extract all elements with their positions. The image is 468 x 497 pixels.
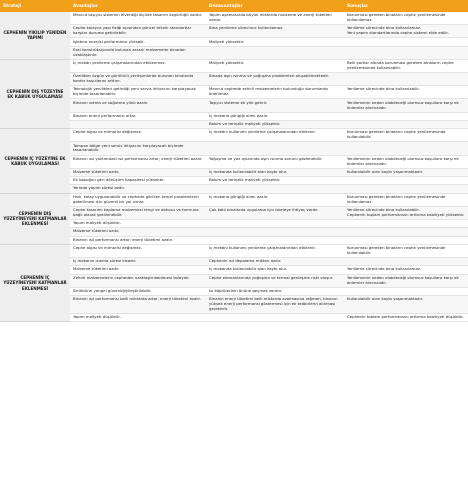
advantage-cell: Yerinde yapım süresi azdır.	[70, 185, 206, 193]
advantage-cell: Cephe tasarımı kaplama malzemesi rengi ve dokusu ve formuna bağlı olarak şekillenebilir.	[70, 206, 206, 219]
result-cell	[344, 236, 468, 244]
table-row	[0, 266, 468, 274]
result-cell	[344, 142, 468, 155]
table-row	[0, 46, 468, 59]
result-cell: Cephenin toplam performansını arttırma kabiliyeti düşüktür.	[344, 314, 468, 322]
table-row	[0, 236, 468, 244]
disadvantage-cell: İç mekana güngiği alımı azalır.	[206, 193, 344, 206]
disadvantage-cell: Bina yenileme sürecince kullanılamaz.	[206, 25, 344, 38]
advantage-cell: Binanın ısıl yalıtımdaki ısıl performansı artar; enerji tüketimi azalır.	[70, 155, 206, 168]
advantage-cell: Ek kabuğun geri dönüşüm kapasitesi yüksektir.	[70, 177, 206, 185]
disadvantage-cell: İç mekânı kullanımı yenileme çalışmalarından etkilenir.	[206, 244, 344, 257]
disadvantage-cell: Yapım aşamasında büyük miktarda malzeme ve enerji tüketimi vardır.	[206, 12, 344, 25]
advantage-cell: Cephe algısı ve mimarisi değişmez.	[70, 129, 206, 142]
advantage-cell: Hızlı, kolay uygulanabilir ve cephede görülen temel problemlerin giderilmesi için güvenli bir yol sunar.	[70, 193, 206, 206]
header-strategy: Strateji	[0, 0, 70, 12]
result-cell: Kullanılabilir alan kaybı yaşanmaktadır.	[344, 168, 468, 176]
result-cell: Yenilemenin neden olabileceği olumsuz koşullara karşı ek önlemler alınmalıdır.	[344, 274, 468, 287]
disadvantage-cell: Bakım ve temizlik maliyeti yüksektir.	[206, 120, 344, 128]
result-cell	[344, 257, 468, 265]
result-cell: Yenileme sürecinde bina kullanılamaz.	[344, 266, 468, 274]
advantage-cell: Binanın ısıl performansı belli miktarda artar, enerji tüketimi azalır.	[70, 296, 206, 314]
result-cell: Yenilemenin neden olabileceği olumsuz koşullara karşı ek önlemler alınmalıdır.	[344, 155, 468, 168]
advantage-cell: Binanın ısıl performansı artar; enerji tüketimi azalır.	[70, 236, 206, 244]
strategy-category-cell: CEPHENİN YIKILIP YENİDEN YAPIMI	[0, 12, 70, 59]
advantage-cell: Tampon bölge yeni servis ihtiyacını karşılayacak biçimde tasarlanabilir.	[70, 142, 206, 155]
disadvantage-cell: İç mekanda kullanılabilir alan kaybı olur.	[206, 168, 344, 176]
disadvantage-cell	[206, 228, 344, 236]
table-row	[0, 129, 468, 142]
table-row	[0, 86, 468, 99]
result-cell: Korunması gereken binaların cephe yenilemesinde kullanılamaz.	[344, 12, 468, 25]
advantage-cell: Zehirli malzemelerin cepheden uzaklaştırılabilmesi kolaydır.	[70, 274, 206, 287]
table-row	[0, 314, 468, 322]
header-advantages: Avantajlar	[70, 0, 206, 12]
table-row	[0, 274, 468, 287]
result-cell	[344, 38, 468, 46]
advantage-cell: Cephe kolayca yapı fiziği açısından güncel teknik standartlar karşılar duruma getirilebilir.	[70, 25, 206, 38]
disadvantage-cell	[206, 46, 344, 59]
table-row	[0, 168, 468, 176]
result-cell	[344, 287, 468, 295]
strategy-category-cell: CEPHENİN İÇ YÜZEYİNE EK KABUK UYGULAMASI	[0, 129, 70, 193]
result-cell: Yenileme sürecinde bina kullanılabilir. Cephenin toplam performansını arttırma kabiliyeti yüksektir.	[344, 206, 468, 219]
table-row	[0, 177, 468, 185]
advantage-cell: Malzeme tüketimi azdır.	[70, 266, 206, 274]
result-cell	[344, 120, 468, 128]
result-cell: Belli şartlar altında korunması gereken binaların cephe yenilemesinde kullanılabilir.	[344, 59, 468, 72]
table-row	[0, 244, 468, 257]
table-row	[0, 257, 468, 265]
table-row	[0, 155, 468, 168]
disadvantage-cell: İç mekanda kullanılabilir alan kaybı olur.	[206, 266, 344, 274]
disadvantage-cell: Çok katlı binalarda uygulama için iskeleye ihtiyaç vardır.	[206, 206, 344, 219]
table-row	[0, 38, 468, 46]
table-row	[0, 12, 468, 25]
table-body	[0, 12, 468, 322]
advantage-cell: Malzeme tüketimi azdır.	[70, 228, 206, 236]
table-row	[0, 112, 468, 120]
result-cell: Korunması gereken binaların cephe yenilemesinde kullanılabilir.	[344, 244, 468, 257]
disadvantage-cell: Yoğuşma ve yaz aylarında aşırı ısınma sorunu gözlenebilir.	[206, 155, 344, 168]
advantage-cell: Binanın enerji performansı artar.	[70, 112, 206, 120]
table-row	[0, 73, 468, 86]
disadvantage-cell: Maliyeti yüksektir.	[206, 59, 344, 72]
table-row	[0, 206, 468, 219]
result-cell: Korunması gereken binaların cephe yenilemesinde kullanılabilir.	[344, 129, 468, 142]
advantage-cell: İç mekanın ısınma süresi kısadır.	[70, 257, 206, 265]
disadvantage-cell	[206, 236, 344, 244]
disadvantage-cell	[206, 314, 344, 322]
result-cell	[344, 73, 468, 86]
advantage-cell: Özellikler özgün ve gürültülü yerleşimlerde bulunan binalarda konfor koşullarını arttırır.	[70, 73, 206, 86]
result-cell	[344, 112, 468, 120]
advantage-cell: Malzeme tüketimi azdır.	[70, 168, 206, 176]
disadvantage-cell: Bakım ve temizlik maliyeti yüksektir.	[206, 177, 344, 185]
result-cell: Yenilemenin neden olabileceği olumsuz koşullara karşı ek önlemler alınmalıdır.	[344, 99, 468, 112]
table-row	[0, 25, 468, 38]
advantage-cell: İşletme enerjisi performansı yükselir.	[70, 38, 206, 46]
table-row	[0, 120, 468, 128]
disadvantage-cell: Isı köprülerinin önüne geçmek zordur.	[206, 287, 344, 295]
result-cell	[344, 177, 468, 185]
result-cell: Yenileme sürecinde bina kullanılamaz. Yeni yapım standartlarında cephe sistemi elde edilir.	[344, 25, 468, 38]
table-row	[0, 185, 468, 193]
disadvantage-cell: Taşıyıcı sisteme ek yük getirir.	[206, 99, 344, 112]
table-row	[0, 287, 468, 295]
advantage-cell: İç mekân yenileme çalışmalarından etkilenmez.	[70, 59, 206, 72]
advantage-cell: Mevcut taşıyıcı sistemin elverdiği ölçüde tasarım özgürlüğü vardır.	[70, 12, 206, 25]
advantage-cell: Strüktürel yangın güvenliğiyileştirilebilir.	[70, 287, 206, 295]
disadvantage-cell: Cephenin ısıl depolama miktarı azdır.	[206, 257, 344, 265]
table-header-row	[0, 0, 468, 12]
table-row	[0, 219, 468, 227]
header-disadvantages: Dezavantajlar	[206, 0, 344, 12]
table-row	[0, 296, 468, 314]
table-row	[0, 99, 468, 112]
disadvantage-cell	[206, 219, 344, 227]
result-cell	[344, 228, 468, 236]
table-row	[0, 193, 468, 206]
advantage-cell: Eski konstrüksiyonda bulunan zararlı malzemeler binadan uzaklaştırılır.	[70, 46, 206, 59]
disadvantage-cell: Binanın enerji tüketimi belli miktarda azalmasına rağmen, binanın yüksek enerji performansı göstermesi için ek tedbirlerin alınması gereklidir.	[206, 296, 344, 314]
disadvantage-cell: Binada aşırı ısınma ve yoğuşma problemleri oluşabilmektedir.	[206, 73, 344, 86]
result-cell	[344, 46, 468, 59]
header-results: Sonuçlar	[344, 0, 468, 12]
table-row	[0, 59, 468, 72]
advantage-cell: Yapım maliyeti düşüktür.	[70, 219, 206, 227]
disadvantage-cell: Mevcut cephede zehirli malzemelerin bulunduğu durumlarda önerilmez.	[206, 86, 344, 99]
advantage-cell: Cephe algısı ve mimarisi değişmez.	[70, 244, 206, 257]
disadvantage-cell: İç mekana güngiği alımı azalır.	[206, 112, 344, 120]
advantage-cell: Yapım maliyeti düşüktür.	[70, 314, 206, 322]
strategy-category-cell: CEPHENİN DIŞ YÜZEYİNEYENİ KATMANLAR EKLENMESİ	[0, 193, 70, 244]
table-row	[0, 142, 468, 155]
advantage-cell: Binanın ısıtma ve soğutma yükü azalır.	[70, 99, 206, 112]
disadvantage-cell: Cephe elemanlarında yoğuşma ve termal genleşme riski oluşur.	[206, 274, 344, 287]
disadvantage-cell: Maliyeti yüksektir.	[206, 38, 344, 46]
result-cell: Kullanılabilir alan kaybı yaşanmaktadır.	[344, 296, 468, 314]
result-cell: Yenileme sürecinde bina kullanılabilir.	[344, 86, 468, 99]
disadvantage-cell	[206, 185, 344, 193]
advantage-cell	[70, 120, 206, 128]
disadvantage-cell	[206, 142, 344, 155]
advantage-cell: Teknolojik yenilikleri getirdiği yeni servis ihtiyacını karşılayacak biçimde tasarlanabilir.	[70, 86, 206, 99]
strategy-category-cell: CEPHENİN DIŞ YÜZEYİNE EK KABUK UYGULAMASI	[0, 59, 70, 128]
result-cell: Korunması gereken binaların cephe yenilemesinde kullanılamaz.	[344, 193, 468, 206]
result-cell	[344, 185, 468, 193]
disadvantage-cell: İç mekânı kullanımı yenileme çalışmalarından etkilenir.	[206, 129, 344, 142]
strategy-category-cell: CEPHENİN İÇ YÜZEYİNEYENİ KATMANLAR EKLENMESİ	[0, 244, 70, 322]
result-cell	[344, 219, 468, 227]
table-row	[0, 228, 468, 236]
